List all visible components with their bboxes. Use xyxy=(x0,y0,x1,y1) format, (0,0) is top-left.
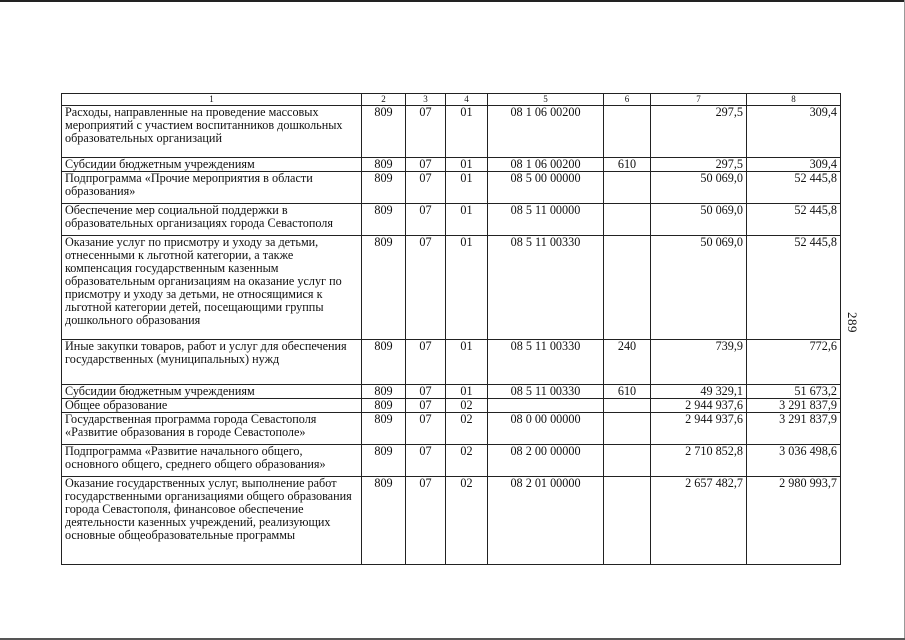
table-row xyxy=(62,413,841,445)
table-row xyxy=(62,477,841,565)
cell-section: 07 xyxy=(406,445,446,477)
header-cell: 4 xyxy=(446,94,488,106)
row-name: Субсидии бюджетным учреждениям xyxy=(62,385,362,399)
budget-table xyxy=(61,93,841,565)
cell-section: 07 xyxy=(406,477,446,565)
page-number: 289 xyxy=(845,312,860,333)
header-cell: 6 xyxy=(604,94,651,106)
cell-subsection: 01 xyxy=(446,158,488,172)
cell-amount-1: 2 944 937,6 xyxy=(651,413,747,445)
cell-section: 07 xyxy=(406,106,446,158)
cell-admin-code: 809 xyxy=(362,477,406,565)
cell-section: 07 xyxy=(406,413,446,445)
cell-section: 07 xyxy=(406,385,446,399)
cell-section: 07 xyxy=(406,204,446,236)
cell-admin-code: 809 xyxy=(362,204,406,236)
cell-amount-1: 2 710 852,8 xyxy=(651,445,747,477)
cell-target-article: 08 5 11 00330 xyxy=(488,340,604,385)
cell-amount-2: 772,6 xyxy=(747,340,841,385)
header-cell: 8 xyxy=(747,94,841,106)
cell-admin-code: 809 xyxy=(362,445,406,477)
cell-expense-type: 610 xyxy=(604,385,651,399)
header-cell: 2 xyxy=(362,94,406,106)
cell-amount-2: 52 445,8 xyxy=(747,172,841,204)
cell-target-article: 08 5 11 00330 xyxy=(488,385,604,399)
table-header-row xyxy=(62,94,841,106)
cell-amount-2: 2 980 993,7 xyxy=(747,477,841,565)
cell-amount-1: 297,5 xyxy=(651,106,747,158)
cell-admin-code: 809 xyxy=(362,236,406,340)
cell-admin-code: 809 xyxy=(362,385,406,399)
cell-target-article: 08 5 11 00330 xyxy=(488,236,604,340)
cell-subsection: 01 xyxy=(446,236,488,340)
row-name: Иные закупки товаров, работ и услуг для обеспечения государственных (муниципальных) нужд xyxy=(62,340,362,385)
table-row xyxy=(62,340,841,385)
cell-amount-2: 3 291 837,9 xyxy=(747,413,841,445)
cell-expense-type xyxy=(604,477,651,565)
cell-expense-type xyxy=(604,106,651,158)
row-name: Обеспечение мер социальной поддержки в образовательных организациях города Севастополя xyxy=(62,204,362,236)
cell-target-article: 08 1 06 00200 xyxy=(488,158,604,172)
row-name: Субсидии бюджетным учреждениям xyxy=(62,158,362,172)
cell-amount-1: 297,5 xyxy=(651,158,747,172)
cell-subsection: 01 xyxy=(446,340,488,385)
cell-expense-type xyxy=(604,445,651,477)
cell-target-article: 08 1 06 00200 xyxy=(488,106,604,158)
row-name: Подпрограмма «Прочие мероприятия в области образования» xyxy=(62,172,362,204)
cell-admin-code: 809 xyxy=(362,340,406,385)
row-name: Оказание государственных услуг, выполнение работ государственными организациями общего образования города Севастополя, финансовое обеспечение деятельности казенных учреждений, реализующих основные общеобразовательные программы xyxy=(62,477,362,565)
cell-subsection: 01 xyxy=(446,106,488,158)
header-cell: 3 xyxy=(406,94,446,106)
cell-subsection: 02 xyxy=(446,477,488,565)
row-name: Оказание услуг по присмотру и уходу за детьми, отнесенными к льготной категории, а также компенсация государственным казенным образовательным организациям на оказание услуг по присмотру и уходу за детьми, не относящимися к льготной категории детей, посещающими группы дошкольного образования xyxy=(62,236,362,340)
table-row xyxy=(62,204,841,236)
cell-expense-type xyxy=(604,172,651,204)
cell-amount-1: 50 069,0 xyxy=(651,236,747,340)
cell-section: 07 xyxy=(406,340,446,385)
cell-expense-type xyxy=(604,236,651,340)
table-row xyxy=(62,445,841,477)
header-cell: 5 xyxy=(488,94,604,106)
cell-subsection: 01 xyxy=(446,204,488,236)
row-name: Общее образование xyxy=(62,399,362,413)
page-top-edge xyxy=(0,0,905,2)
cell-target-article: 08 5 11 00000 xyxy=(488,204,604,236)
cell-expense-type xyxy=(604,413,651,445)
header-cell: 7 xyxy=(651,94,747,106)
table-row xyxy=(62,399,841,413)
cell-subsection: 01 xyxy=(446,172,488,204)
cell-amount-2: 52 445,8 xyxy=(747,236,841,340)
cell-section: 07 xyxy=(406,399,446,413)
cell-expense-type: 610 xyxy=(604,158,651,172)
cell-amount-1: 2 944 937,6 xyxy=(651,399,747,413)
cell-expense-type xyxy=(604,399,651,413)
row-name: Расходы, направленные на проведение массовых мероприятий с участием воспитанников дошкольных образовательных организаций xyxy=(62,106,362,158)
cell-target-article: 08 5 00 00000 xyxy=(488,172,604,204)
cell-amount-1: 739,9 xyxy=(651,340,747,385)
header-cell: 1 xyxy=(62,94,362,106)
cell-amount-2: 52 445,8 xyxy=(747,204,841,236)
cell-admin-code: 809 xyxy=(362,172,406,204)
cell-target-article: 08 0 00 00000 xyxy=(488,413,604,445)
cell-target-article: 08 2 01 00000 xyxy=(488,477,604,565)
cell-target-article xyxy=(488,399,604,413)
cell-subsection: 01 xyxy=(446,385,488,399)
row-name: Подпрограмма «Развитие начального общего, основного общего, среднего общего образования» xyxy=(62,445,362,477)
table-row xyxy=(62,172,841,204)
cell-subsection: 02 xyxy=(446,445,488,477)
cell-amount-1: 50 069,0 xyxy=(651,204,747,236)
cell-subsection: 02 xyxy=(446,413,488,445)
cell-section: 07 xyxy=(406,236,446,340)
cell-amount-1: 49 329,1 xyxy=(651,385,747,399)
table-row xyxy=(62,236,841,340)
cell-expense-type xyxy=(604,204,651,236)
cell-amount-2: 3 036 498,6 xyxy=(747,445,841,477)
cell-subsection: 02 xyxy=(446,399,488,413)
cell-amount-2: 3 291 837,9 xyxy=(747,399,841,413)
cell-section: 07 xyxy=(406,172,446,204)
cell-amount-2: 51 673,2 xyxy=(747,385,841,399)
cell-admin-code: 809 xyxy=(362,106,406,158)
cell-amount-2: 309,4 xyxy=(747,106,841,158)
row-name: Государственная программа города Севастополя «Развитие образования в городе Севастополе» xyxy=(62,413,362,445)
cell-section: 07 xyxy=(406,158,446,172)
cell-amount-2: 309,4 xyxy=(747,158,841,172)
cell-admin-code: 809 xyxy=(362,399,406,413)
cell-admin-code: 809 xyxy=(362,413,406,445)
cell-amount-1: 2 657 482,7 xyxy=(651,477,747,565)
table-row xyxy=(62,106,841,158)
table-row xyxy=(62,158,841,172)
cell-amount-1: 50 069,0 xyxy=(651,172,747,204)
cell-admin-code: 809 xyxy=(362,158,406,172)
cell-target-article: 08 2 00 00000 xyxy=(488,445,604,477)
cell-expense-type: 240 xyxy=(604,340,651,385)
table-row xyxy=(62,385,841,399)
